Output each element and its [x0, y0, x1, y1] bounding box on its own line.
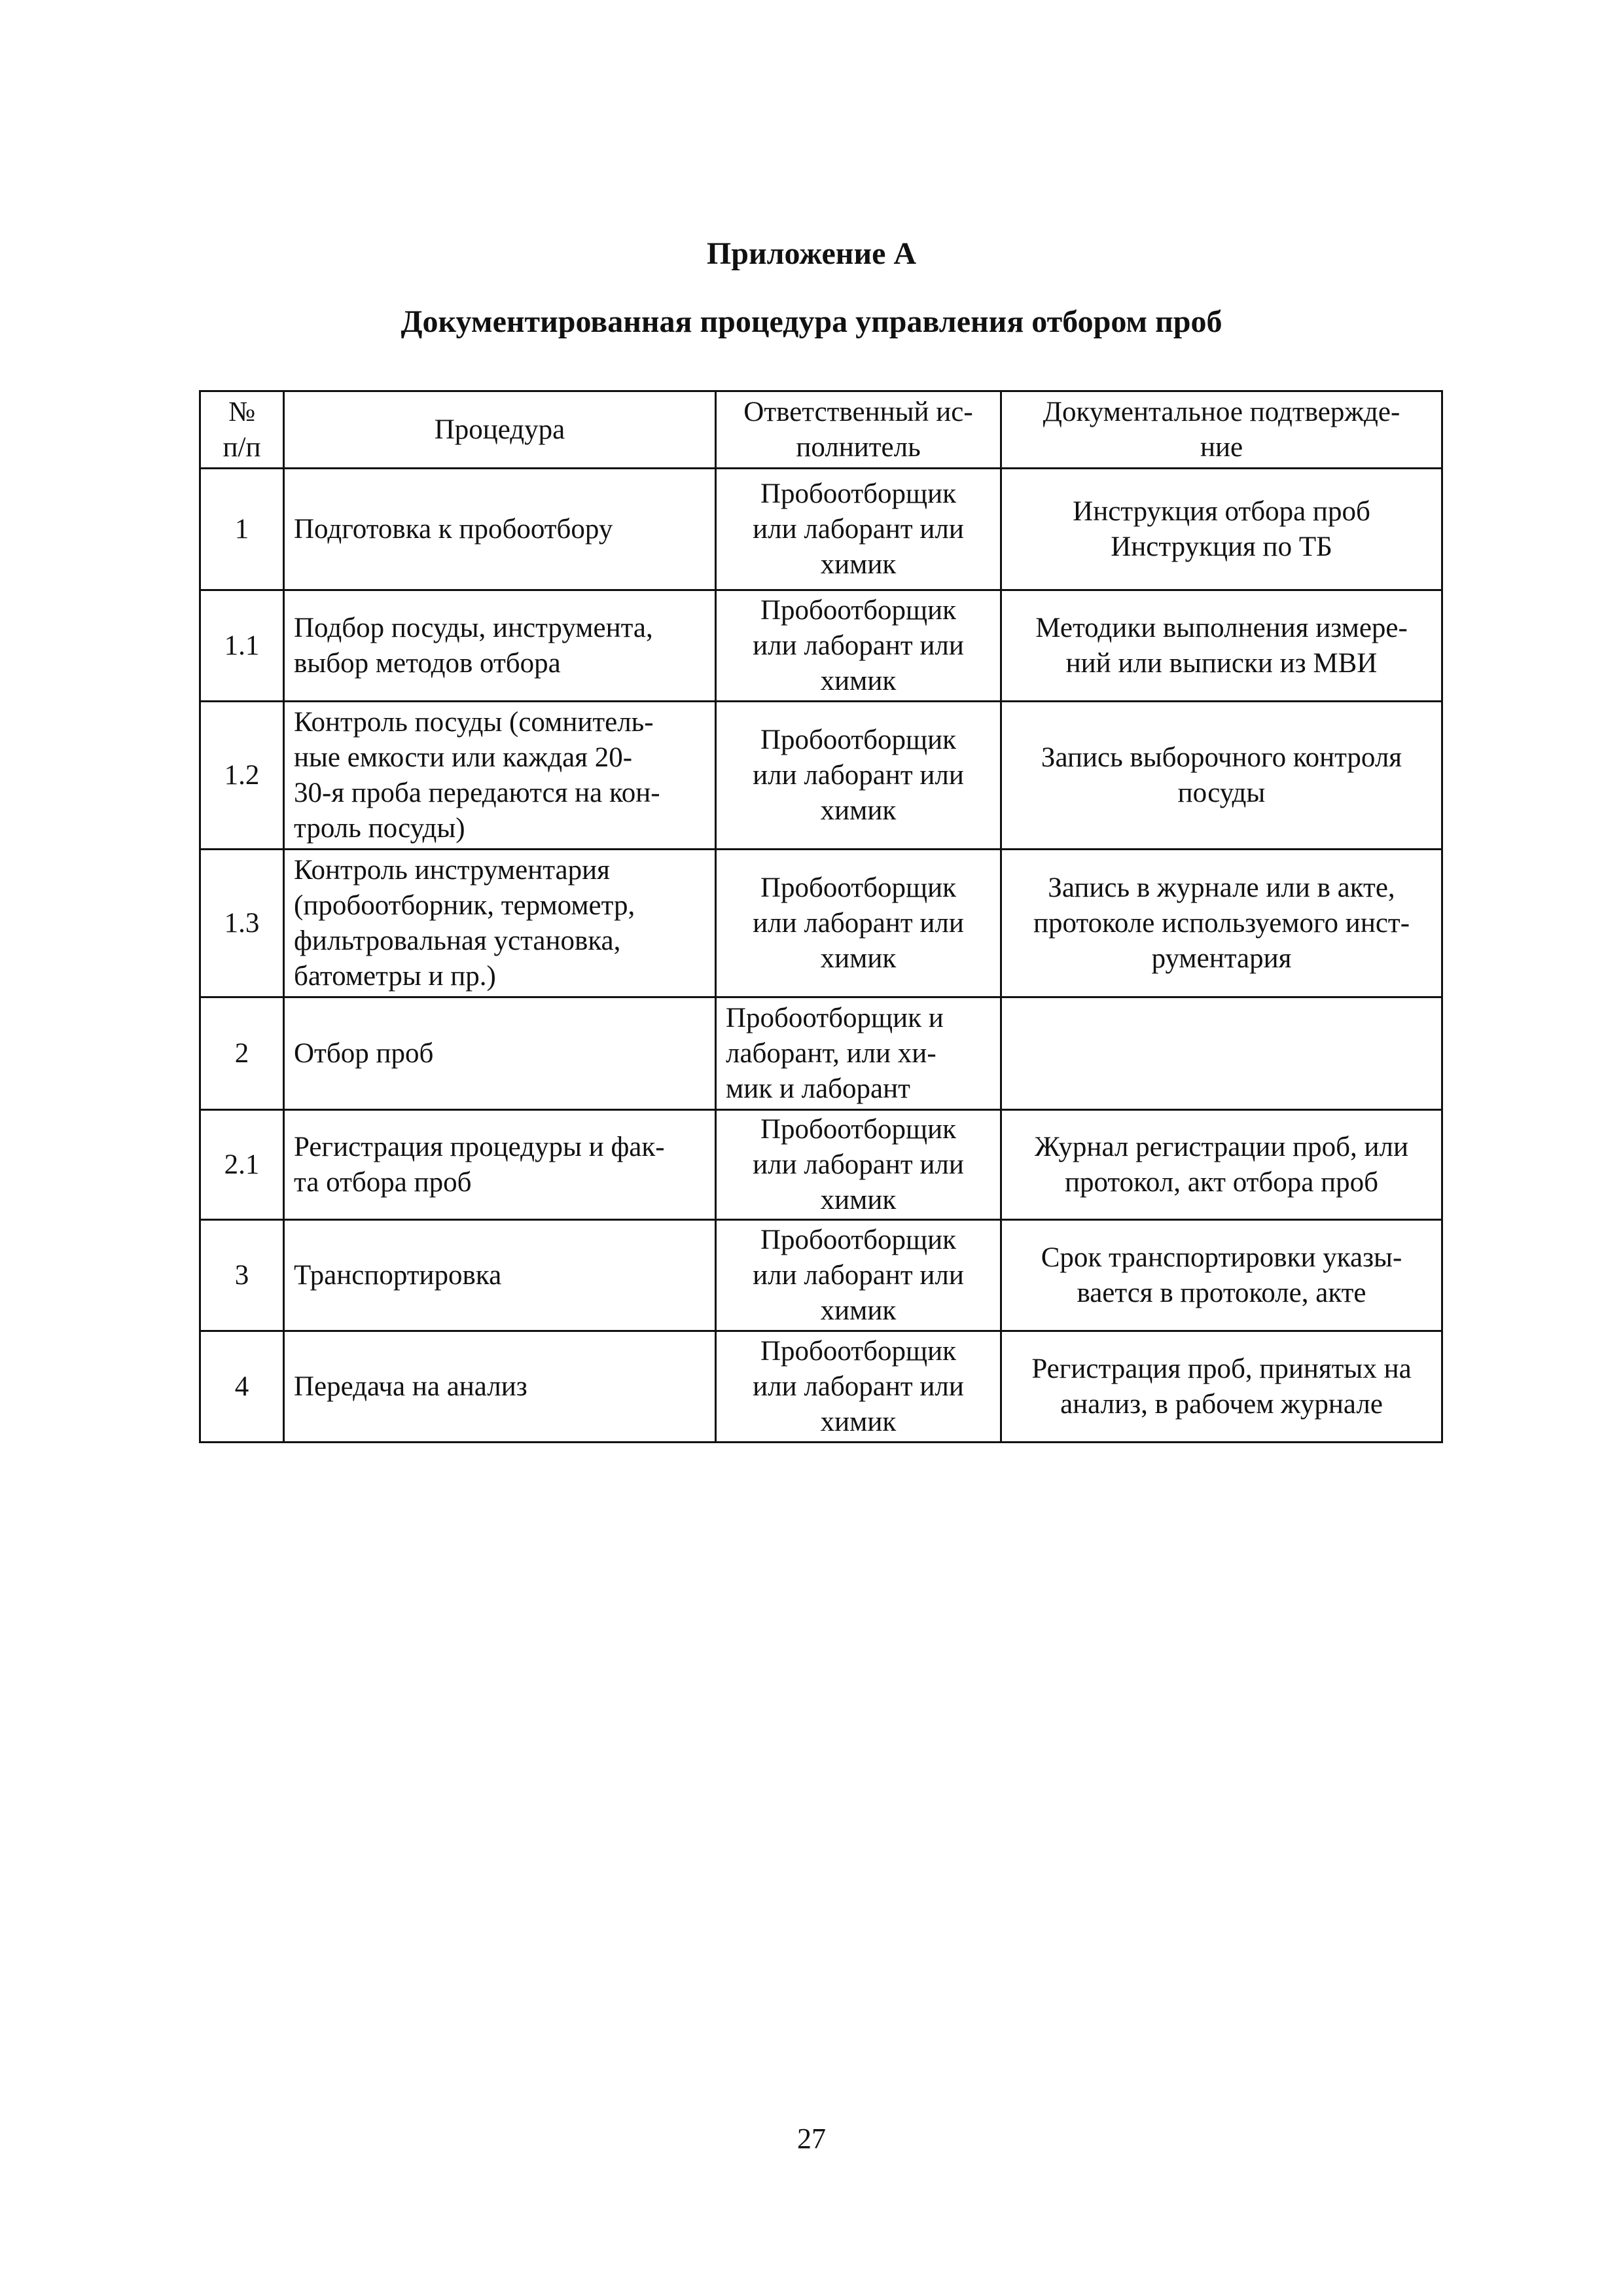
table-row [200, 590, 1442, 702]
row-responsible: Пробоотборщик или лаборант или химик [716, 1331, 1001, 1443]
row-confirmation [1001, 997, 1442, 1110]
table-row [200, 1331, 1442, 1443]
page-number: 27 [797, 2123, 826, 2155]
row-procedure: Контроль инструментария (пробоотборник, термометр, фильтровальная установка, батометры и пр.) [284, 850, 716, 997]
row-procedure: Передача на анализ [284, 1331, 716, 1443]
row-procedure: Подбор посуды, инструмента, выбор методов отбора [284, 590, 716, 702]
table-row [200, 702, 1442, 850]
table-row [200, 1220, 1442, 1331]
table-header-row [200, 391, 1442, 469]
row-number: 1.3 [200, 850, 284, 997]
procedure-table [199, 390, 1443, 1443]
row-procedure: Регистрация процедуры и фак- та отбора проб [284, 1110, 716, 1220]
header-confirmation: Документальное подтвержде- ние [1001, 391, 1442, 469]
row-confirmation: Инструкция отбора проб Инструкция по ТБ [1001, 469, 1442, 590]
row-confirmation: Срок транспортировки указы- вается в протоколе, акте [1001, 1220, 1442, 1331]
row-number: 4 [200, 1331, 284, 1443]
row-responsible: Пробоотборщик или лаборант или химик [716, 469, 1001, 590]
row-procedure: Подготовка к пробоотбору [284, 469, 716, 590]
row-procedure: Отбор проб [284, 997, 716, 1110]
row-responsible: Пробоотборщик или лаборант или химик [716, 702, 1001, 850]
table-row [200, 469, 1442, 590]
row-responsible: Пробоотборщик или лаборант или химик [716, 1110, 1001, 1220]
row-responsible: Пробоотборщик и лаборант, или хи- мик и лаборант [716, 997, 1001, 1110]
row-responsible: Пробоотборщик или лаборант или химик [716, 1220, 1001, 1331]
row-confirmation: Журнал регистрации проб, или протокол, акт отбора проб [1001, 1110, 1442, 1220]
row-number: 3 [200, 1220, 284, 1331]
row-number: 1.2 [200, 702, 284, 850]
header-responsible: Ответственный ис- полнитель [716, 391, 1001, 469]
row-responsible: Пробоотборщик или лаборант или химик [716, 850, 1001, 997]
row-number: 2.1 [200, 1110, 284, 1220]
document-title: Документированная процедура управления отбором проб [401, 304, 1222, 339]
row-confirmation: Регистрация проб, принятых на анализ, в рабочем журнале [1001, 1331, 1442, 1443]
header-number: № п/п [200, 391, 284, 469]
row-procedure: Транспортировка [284, 1220, 716, 1331]
row-confirmation: Методики выполнения измере- ний или выписки из МВИ [1001, 590, 1442, 702]
table-row [200, 1110, 1442, 1220]
row-responsible: Пробоотборщик или лаборант или химик [716, 590, 1001, 702]
table-row [200, 997, 1442, 1110]
table-row [200, 850, 1442, 997]
row-number: 1.1 [200, 590, 284, 702]
row-confirmation: Запись в журнале или в акте, протоколе используемого инст- рументария [1001, 850, 1442, 997]
header-procedure: Процедура [284, 391, 716, 469]
row-number: 2 [200, 997, 284, 1110]
appendix-title: Приложение А [706, 236, 917, 271]
row-procedure: Контроль посуды (сомнитель- ные емкости или каждая 20- 30-я проба передаются на кон- троль посуды) [284, 702, 716, 850]
row-confirmation: Запись выборочного контроля посуды [1001, 702, 1442, 850]
row-number: 1 [200, 469, 284, 590]
